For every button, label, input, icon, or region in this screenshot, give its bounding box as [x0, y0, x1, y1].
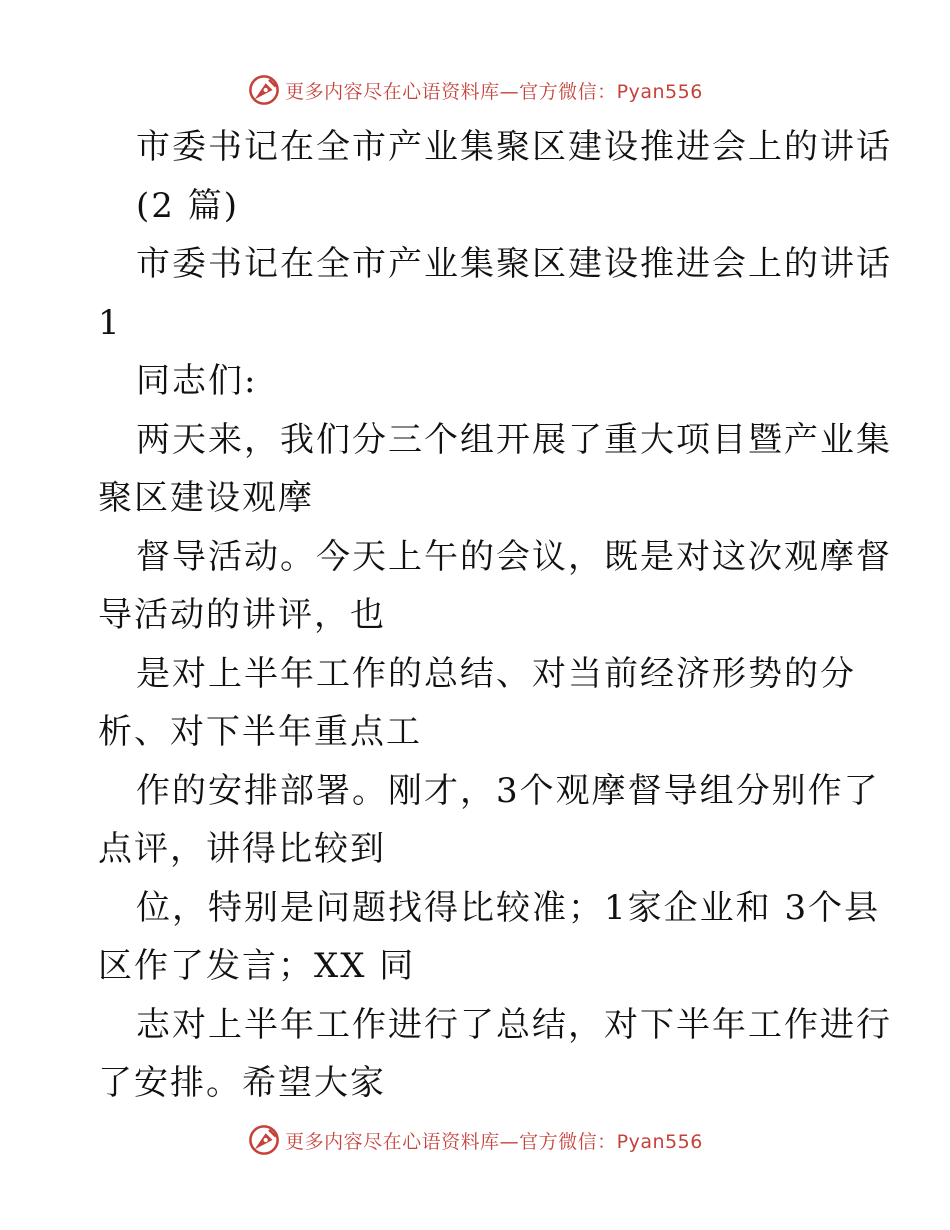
text-line: 位，特别是问题找得比较准；1家企业和 3个县	[136, 887, 881, 928]
text-line: 作的安排部署。刚才，3个观摩督导组分别作了	[136, 770, 880, 811]
header-watermark	[0, 70, 950, 110]
text-line: 导活动的讲评，也	[98, 595, 386, 635]
text-line: 市委书记在全市产业集聚区建设推进会上的讲话	[136, 244, 892, 284]
text-line: 点评，讲得比较到	[98, 829, 386, 869]
pen-nib-logo-icon	[247, 1123, 281, 1157]
watermark-text: 更多内容尽在心语资料库—官方微信：Pyan556	[285, 1130, 703, 1153]
watermark-text: 更多内容尽在心语资料库—官方微信：Pyan556	[285, 80, 703, 103]
text-line: 区作了发言；XX 同	[98, 946, 416, 986]
text-line: 聚区建设观摩	[98, 478, 314, 518]
text-line: 析、对下半年重点工	[98, 712, 422, 752]
text-line: 市委书记在全市产业集聚区建设推进会上的讲话	[136, 127, 892, 167]
text-line: 1	[98, 302, 122, 343]
text-line: 同志们:	[136, 361, 258, 401]
text-line: 是对上半年工作的总结、对当前经济形势的分	[136, 653, 856, 694]
document-body	[98, 118, 892, 1113]
footer-watermark	[0, 1120, 950, 1160]
text-line: (2 篇)	[136, 185, 239, 226]
text-line: 督导活动。今天上午的会议，既是对这次观摩督	[136, 536, 892, 577]
pen-nib-logo-icon	[247, 73, 281, 107]
text-line: 志对上半年工作进行了总结，对下半年工作进行	[136, 1004, 892, 1045]
text-line: 了安排。希望大家	[98, 1063, 386, 1103]
text-line: 两天来，我们分三个组开展了重大项目暨产业集	[136, 419, 892, 460]
